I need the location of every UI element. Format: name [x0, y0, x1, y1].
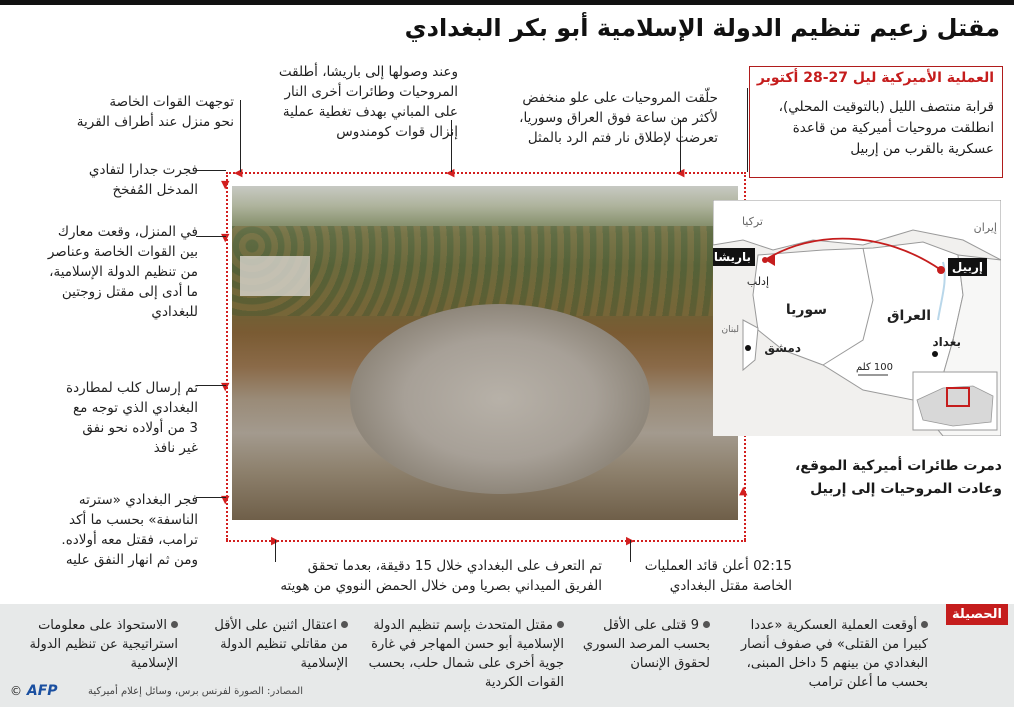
aerial-photo — [232, 186, 738, 520]
label-idlib: إدلب — [746, 275, 769, 288]
arrow-icon: ◀ — [234, 166, 243, 179]
label-syria: سوريا — [785, 302, 827, 318]
leader-line — [196, 170, 226, 171]
label-turkey: تركيا — [741, 215, 763, 228]
leader-line — [747, 88, 748, 172]
bullet-icon — [341, 621, 348, 628]
leader-line — [196, 385, 226, 386]
annotation-special-forces: توجهت القوات الخاصة نحو منزل عند أطراف القرية — [76, 94, 234, 130]
result-item: مقتل المتحدث بإسم تنظيم الدولة الإسلامية أبو حسن المهاجر في غارة جوية أخرى على شمال حلب، بحسب القوات الكردية — [368, 618, 564, 690]
label-erbil: إربيل — [948, 258, 987, 276]
annotation-house-fight: في المنزل، وقعت معارك بين القوات الخاصة وعناصر من تنظيم الدولة الإسلامية، ما أدى إلى مقتل زوجتين للبغدادي — [47, 224, 198, 320]
annotation-barisha-arrival: وعند وصولها إلى باريشا، أطلقت المروحيات وطائرات أخرى النار على المباني بهدف تغطية عملية إنزال قوات كومندوس — [278, 64, 458, 140]
label-lebanon: لبنان — [721, 325, 739, 335]
annotation-wall: فجرت جدارا لتفادي المدخل المُفخخ — [88, 162, 198, 198]
timeline-top — [226, 172, 746, 174]
annotation-helicopters: حلّقت المروحيات على علو منخفض لأكثر من ساعة فوق العراق وسوريا، تعرضت لإطلاق نار فتم الرد بالمثل — [519, 90, 718, 146]
timeline-left — [226, 172, 228, 540]
annotation-identification: تم التعرف على البغدادي خلال 15 دقيقة، بعدما تحقق الفريق الميداني بصريا ومن خلال الحمض النووي من هويته — [280, 558, 602, 594]
result-item: 9 قتلى على الأقل بحسب المرصد السوري لحقوق الإنسان — [582, 618, 710, 671]
logo-text: AFP — [26, 683, 58, 699]
bullet-icon — [171, 621, 178, 628]
map-svg — [713, 200, 1001, 436]
operation-box-body: قرابة منتصف الليل (بالتوقيت المحلي)، انطلقت مروحيات أميركية من قاعدة عسكرية بالقرب من إربيل — [778, 99, 994, 157]
annotation-vest: فجر البغدادي «سترته الناسفة» بحسب ما أكد ترامب، فقتل معه أولاده. ومن ثم انهار النفق عليه — [61, 492, 198, 568]
annotation-announcement: 02:15 أعلن قائد العمليات الخاصة مقتل البغدادي — [644, 558, 792, 594]
operation-box-header: العملية الأميركية ليل 27-28 أكتوبر — [750, 67, 1002, 89]
photo-crater — [350, 304, 650, 494]
bullet-icon — [557, 621, 564, 628]
operation-box — [749, 66, 1003, 178]
arrow-icon: ◀ — [446, 166, 455, 179]
source-credit: المصادر: الصورة لفرنس برس، وسائل إعلام أميركية — [88, 686, 303, 697]
arrow-icon: ▶ — [626, 534, 635, 547]
damascus-dot — [745, 345, 751, 351]
arrow-icon: ▼ — [221, 493, 230, 506]
arrow-icon: ▼ — [221, 231, 230, 244]
leader-line — [196, 236, 226, 237]
region-map — [713, 200, 1001, 436]
bullet-icon — [921, 621, 928, 628]
copyright-symbol: © — [10, 684, 22, 698]
photo-houses — [240, 256, 310, 296]
label-scale: 100 كلم — [856, 362, 893, 373]
leader-line — [196, 497, 226, 498]
arrow-icon: ▶ — [271, 534, 280, 547]
label-damascus: دمشق — [764, 341, 801, 355]
label-baghdad: بغداد — [932, 335, 961, 349]
label-barisha: باريشا — [713, 248, 755, 266]
top-rule — [0, 0, 1014, 5]
result-item: اعتقال اثنين على الأقل من مقاتلي تنظيم الدولة الإسلامية — [214, 618, 348, 671]
timeline-bottom — [226, 540, 746, 542]
annotation-dog: تم إرسال كلب لمطاردة البغدادي الذي توجه مع 3 من أولاده نحو نفق غير نافذ — [66, 380, 198, 456]
label-iraq: العراق — [887, 308, 931, 324]
page-title: مقتل زعيم تنظيم الدولة الإسلامية أبو بكر البغدادي — [404, 14, 1000, 42]
label-iran: إيران — [973, 221, 997, 234]
result-item: الاستحواذ على معلومات استراتيجية عن تنظيم الدولة الإسلامية — [29, 618, 178, 671]
strike-note: دمرت طائرات أميركية الموقع، وعادت المروحيات إلى إربيل — [794, 458, 1002, 497]
erbil-dot — [937, 266, 945, 274]
arrow-icon: ▼ — [221, 178, 230, 191]
map-lebanon — [743, 320, 758, 370]
results-label: الحصيلة — [946, 604, 1008, 625]
barisha-dot — [762, 257, 768, 263]
arrow-icon: ▼ — [221, 380, 230, 393]
arrow-icon: ◀ — [676, 166, 685, 179]
bullet-icon — [703, 621, 710, 628]
result-item: أوقعت العملية العسكرية «عددا كبيرا من القتلى» في صفوف أنصار البغدادي من بينهم 5 داخل المبنى، بحسب ما أعلن ترامب — [740, 618, 928, 690]
arrow-icon: ▲ — [739, 484, 748, 497]
afp-logo — [10, 683, 58, 699]
